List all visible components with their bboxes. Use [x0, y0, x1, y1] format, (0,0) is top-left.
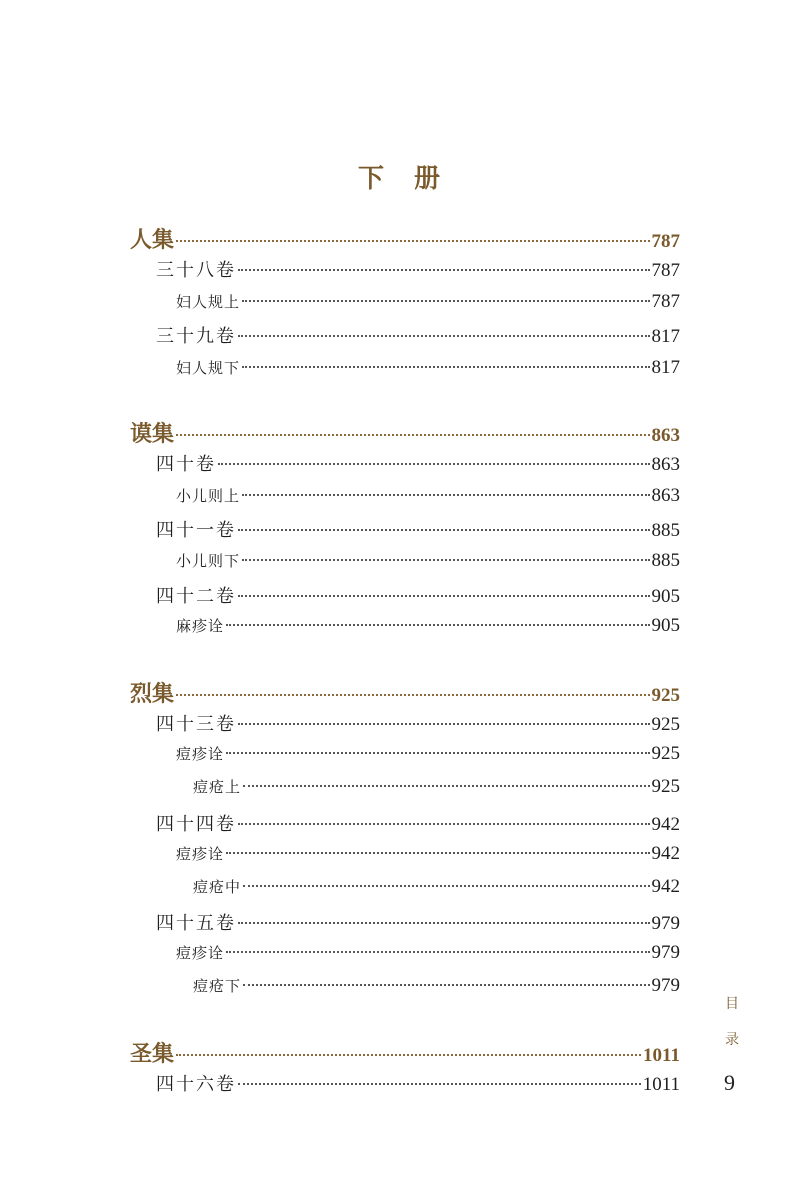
leader-dots: [176, 434, 649, 436]
toc-page: 787: [651, 231, 680, 252]
toc-volume-44[interactable]: [156, 810, 680, 836]
toc-page: 942: [651, 843, 680, 864]
toc-page: 1011: [643, 1045, 680, 1066]
toc-page: 925: [651, 714, 680, 735]
leader-dots: [226, 852, 649, 854]
toc-page: 925: [651, 743, 680, 764]
toc-page: 817: [651, 326, 680, 347]
toc-chapter[interactable]: [176, 942, 680, 964]
leader-dots: [238, 335, 650, 337]
toc-page: 942: [651, 876, 680, 897]
leader-dots: [238, 922, 650, 924]
toc-page: 925: [651, 776, 680, 797]
toc-page: 1011: [642, 1074, 680, 1095]
toc-label: 四十一卷: [156, 520, 236, 541]
toc-label: 谟集: [130, 421, 175, 447]
leader-dots: [242, 366, 649, 368]
leader-dots: [176, 1054, 641, 1056]
toc-label: 小儿则上: [176, 487, 241, 505]
leader-dots: [243, 885, 649, 887]
toc-volume-45[interactable]: [156, 909, 680, 935]
toc-chapter[interactable]: [176, 843, 680, 865]
toc-label: 痘疹诠: [176, 845, 225, 863]
leader-dots: [226, 752, 649, 754]
toc-label: 痘疹诠: [176, 745, 225, 763]
toc-page: 979: [651, 913, 680, 934]
toc-chapter[interactable]: [176, 615, 680, 637]
section-heading: [0, 158, 800, 195]
toc-page: 863: [651, 485, 680, 506]
toc-subchapter[interactable]: [193, 776, 680, 798]
leader-dots: [238, 595, 650, 597]
toc-page: 905: [651, 586, 680, 607]
toc-volume-43[interactable]: [156, 710, 680, 736]
toc-collection-mo[interactable]: [130, 417, 680, 448]
leader-dots: [238, 269, 650, 271]
toc-page: 863: [651, 454, 680, 475]
toc-page: 863: [651, 425, 680, 446]
toc-label: 麻疹诠: [176, 617, 225, 635]
toc-collection-sheng[interactable]: [130, 1037, 680, 1068]
leader-dots: [238, 1083, 641, 1085]
toc-page: 942: [651, 814, 680, 835]
toc-chapter[interactable]: [176, 357, 680, 379]
side-label-char-1: 目: [725, 996, 739, 1012]
toc-page: 925: [651, 685, 680, 706]
toc-volume-42[interactable]: [156, 582, 680, 608]
toc-chapter[interactable]: [176, 743, 680, 765]
leader-dots: [242, 300, 649, 302]
toc-label: 痘疹诠: [176, 944, 225, 962]
toc-chapter[interactable]: [176, 550, 680, 572]
leader-dots: [176, 240, 649, 242]
leader-dots: [226, 624, 649, 626]
toc-label: 四十三卷: [156, 714, 236, 735]
toc-label: 人集: [130, 227, 175, 253]
toc-label: 痘疮中: [193, 878, 242, 896]
leader-dots: [238, 823, 650, 825]
toc-subchapter[interactable]: [193, 876, 680, 898]
toc-label: 三十九卷: [156, 326, 236, 347]
toc-collection-lie[interactable]: [130, 677, 680, 708]
toc-label: 妇人规上: [176, 293, 241, 311]
toc-volume-46[interactable]: [156, 1070, 680, 1096]
leader-dots: [238, 529, 650, 531]
toc-label: 四十四卷: [156, 814, 236, 835]
toc-label: 四十二卷: [156, 586, 236, 607]
toc-subchapter[interactable]: [193, 975, 680, 997]
leader-dots: [242, 494, 649, 496]
leader-dots: [238, 723, 650, 725]
toc-page: 905: [651, 615, 680, 636]
page-number: 9: [724, 1070, 735, 1095]
toc-page: 979: [651, 975, 680, 996]
leader-dots: [218, 463, 650, 465]
toc-label: 痘疮下: [193, 977, 242, 995]
leader-dots: [242, 559, 649, 561]
leader-dots: [243, 984, 649, 986]
toc-label: 烈集: [130, 681, 175, 707]
toc-label: 妇人规下: [176, 359, 241, 377]
toc-label: 三十八卷: [156, 260, 236, 281]
toc-page: 885: [651, 520, 680, 541]
toc-label: 圣集: [130, 1041, 175, 1067]
toc-page: 979: [651, 942, 680, 963]
leader-dots: [243, 785, 649, 787]
toc-volume-41[interactable]: [156, 516, 680, 542]
toc-page: 787: [651, 291, 680, 312]
toc-volume-40[interactable]: [156, 450, 680, 476]
toc-chapter[interactable]: [176, 485, 680, 507]
toc-label: 小儿则下: [176, 552, 241, 570]
side-label-char-2: 录: [725, 1032, 739, 1048]
toc-collection-ren[interactable]: [130, 223, 680, 254]
heading-char-2: 册: [414, 164, 443, 194]
toc-label: 四十六卷: [156, 1074, 236, 1095]
toc-volume-38[interactable]: [156, 256, 680, 282]
toc-label: 痘疮上: [193, 778, 242, 796]
heading-char-1: 下: [357, 164, 386, 194]
toc-page: 817: [651, 357, 680, 378]
toc-label: 四十卷: [156, 454, 216, 475]
leader-dots: [226, 951, 649, 953]
toc-page: 885: [651, 550, 680, 571]
leader-dots: [176, 694, 649, 696]
toc-label: 四十五卷: [156, 913, 236, 934]
toc-chapter[interactable]: [176, 291, 680, 313]
toc-page: 787: [651, 260, 680, 281]
toc-volume-39[interactable]: [156, 322, 680, 348]
